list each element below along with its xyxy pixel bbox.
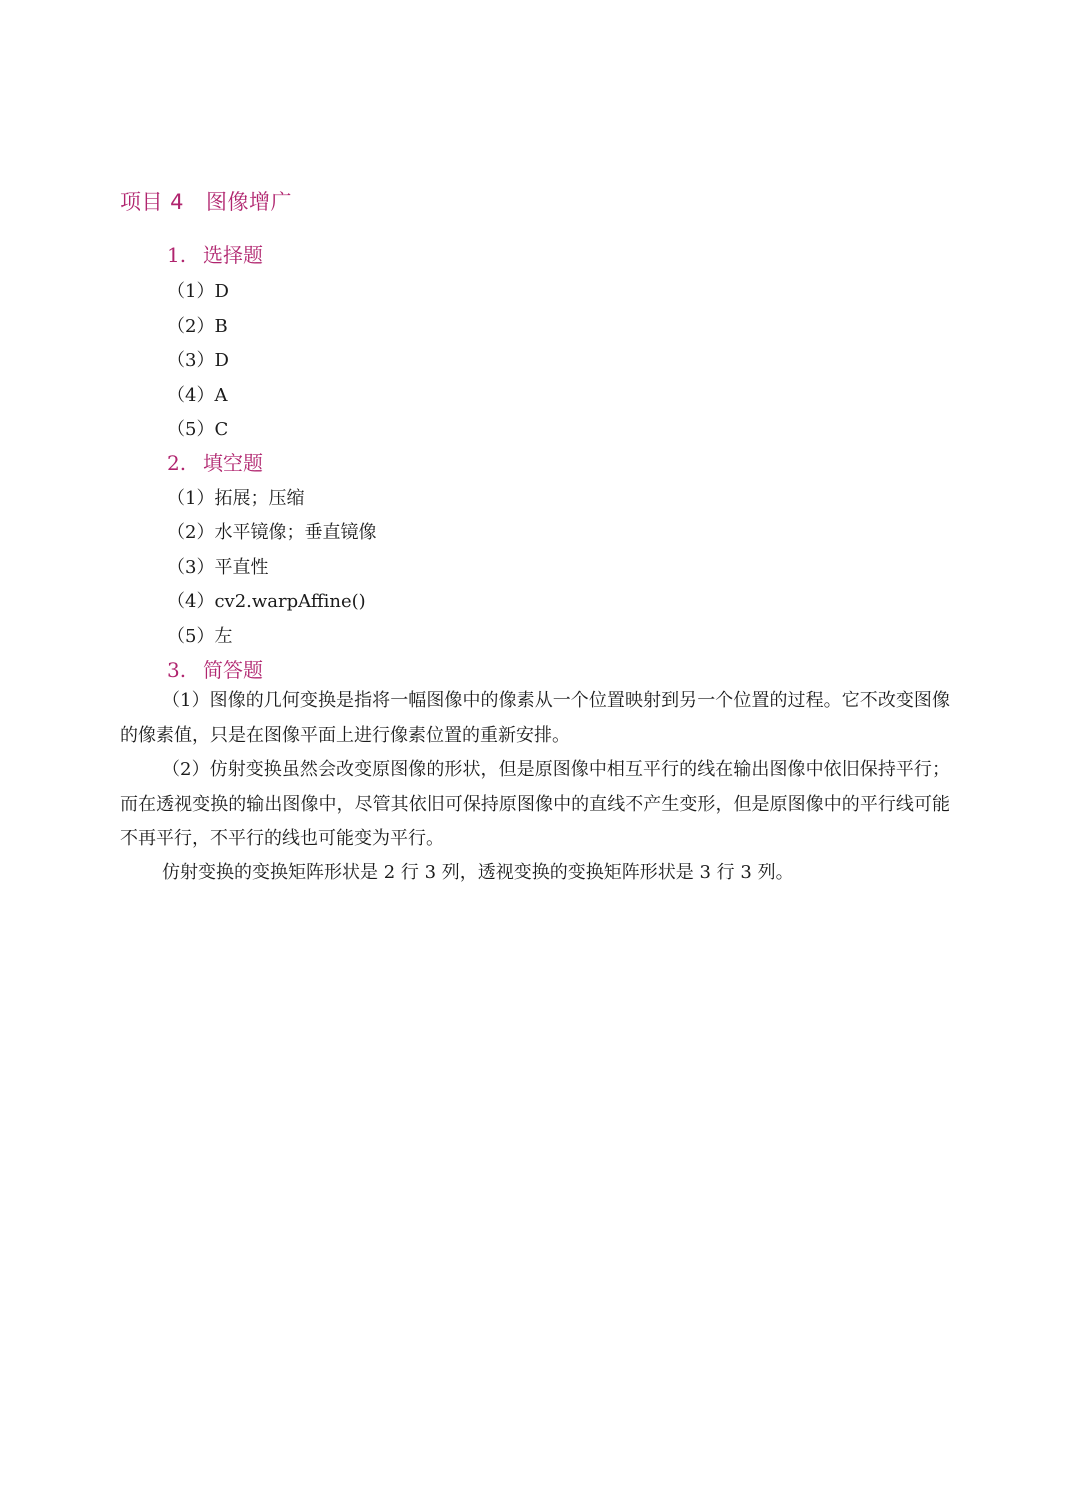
section-title: 选择题 <box>203 243 263 267</box>
section-heading-fill <box>167 447 263 476</box>
section-title: 简答题 <box>203 658 263 682</box>
answer-item: （3）D <box>167 350 229 371</box>
answer-item: （2）B <box>167 316 228 337</box>
answer-item: （5）左 <box>167 626 233 647</box>
project-name: 图像增广 <box>206 190 293 214</box>
section-number: 2. <box>167 451 187 475</box>
answer-item: （5）C <box>167 419 229 440</box>
answer-paragraph: （1）图像的几何变换是指将一幅图像中的像素从一个位置映射到另一个位置的过程。它不改变图像的像素值，只是在图像平面上进行像素位置的重新安排。 <box>120 690 950 746</box>
answer-item: （1）D <box>167 281 229 302</box>
answer-item: （2）水平镜像；垂直镜像 <box>167 522 377 543</box>
answer-item: （3）平直性 <box>167 557 269 578</box>
section-title: 填空题 <box>203 451 263 475</box>
section-heading-choice <box>167 239 263 268</box>
section-heading-short-answer <box>167 654 263 683</box>
answer-paragraph: （2）仿射变换虽然会改变原图像的形状，但是原图像中相互平行的线在输出图像中依旧保持平行；而在透视变换的输出图像中，尽管其依旧可保持原图像中的直线不产生变形，但是原图像中的平行线可能不再平行，不平行的线也可能变为平行。 <box>120 759 950 849</box>
section-number: 3. <box>167 658 187 682</box>
answer-paragraph: 仿射变换的变换矩阵形状是 2 行 3 列，透视变换的变换矩阵形状是 3 行 3 列。 <box>162 862 794 883</box>
answer-item: （4）cv2.warpAffine() <box>167 591 366 612</box>
project-label: 项目 4 <box>120 190 185 214</box>
answer-item: （1）拓展；压缩 <box>167 488 305 509</box>
section-number: 1. <box>167 243 187 267</box>
answer-item: （4）A <box>167 385 228 406</box>
project-title <box>120 186 292 216</box>
